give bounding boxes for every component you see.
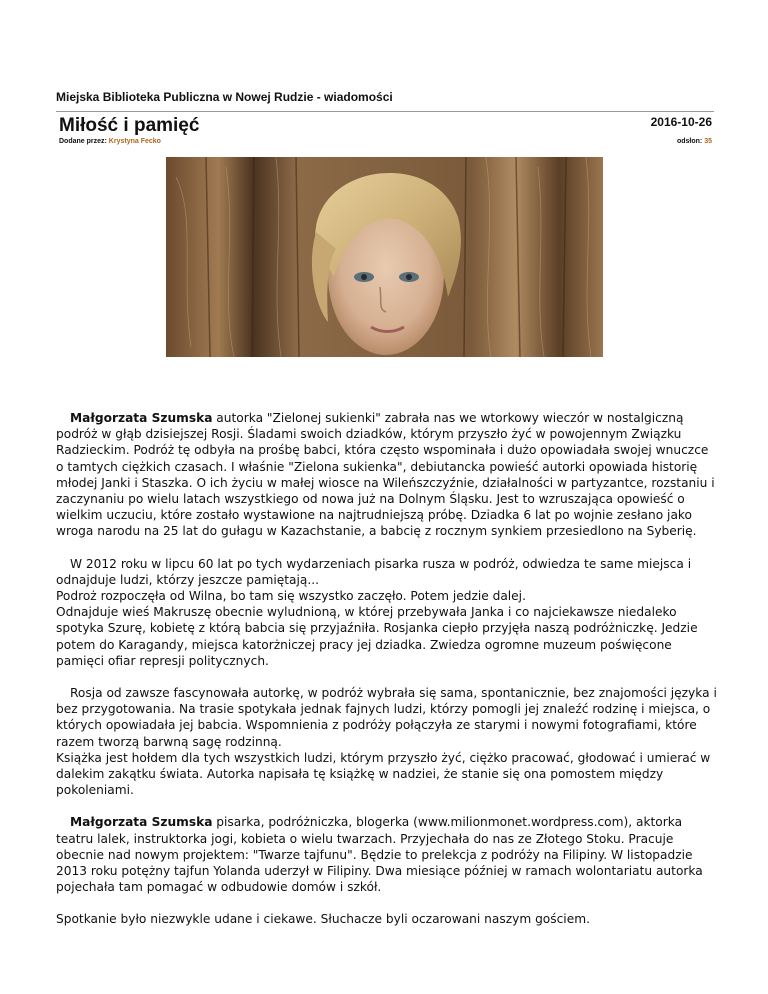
article-body: [56, 410, 718, 944]
author-label: Dodane przez:: [59, 138, 107, 145]
views-label: odsłon:: [676, 138, 703, 145]
paragraph-4-text: pisarka, podróżniczka, blogerka (www.milionmonet.wordpress.com), aktorka teatru lalek, instruktorka jogi, kobieta o wielu twarzach. Przyjechała do nas ze Złotego Stoku. Pracuje obecnie nad nowym projektem: "Twarze tajfunu". Będzie to prelekcja z podróży na Filipiny. W listopadzie 2013 roku potężny tajfun Yolanda uderzył w Filipiny. Dwa miesiące później w ramach wolontariatu autorka pojechała tam pomagać w odbudowie domów i szkół.: [56, 815, 703, 895]
article-date: 2016-10-26: [650, 115, 712, 129]
paragraph-1-text: autorka "Zielonej sukienki" zabrała nas we wtorkowy wieczór w nostalgiczną podróż w głąb dzisiejszej Rosji. Śladami swoich dziadków, którym przyszło żyć w powojennym Związku Radzieckim. Podróż tę odbyła na prośbę babci, która często wspominała i dużo opowiadała swojej wnuczce o tamtych ciężkich czasach. I właśnie "Zielona sukienka", debiutancka powieść autorki opowiada historię młodej Janki i Staszka. O ich życiu w małej wiosce na Wileńszczyźnie, działalności w partyzantce, rozstaniu i zaczynaniu po wielu latach wszystkiego od nowa już na Dolnym Śląsku. Jest to wzruszająca opowieść o wielkim uczuciu, które zostało wystawione na najtrudniejszą próbę. Dziadka 6 lat po wojnie zesłano jako wroga narodu na 25 lat do gułagu w Kazachstanie, a babcię z rocznym synkiem przesiedlono na Syberię.: [56, 411, 715, 539]
article-title: Miłość i pamięć: [59, 115, 200, 136]
article-photo: [166, 157, 603, 357]
author-name-link[interactable]: Krystyna Fecko: [108, 138, 161, 145]
author-name-bold-2: Małgorzata Szumska: [70, 815, 213, 830]
author-name-bold: Małgorzata Szumska: [70, 411, 213, 425]
paragraph-3-line-2: Książka jest hołdem dla tych wszystkich ludzi, którym przyszło żyć, ciężko pracować, głodować i umierać w dalekim zakątku świata. Autorka napisała tę książkę w nadziei, że stanie się ona pomostem między pokoleniami.: [56, 750, 711, 798]
site-title: Miejska Biblioteka Publiczna w Nowej Rudzie - wiadomości: [56, 90, 393, 104]
paragraph-2: [56, 556, 718, 669]
paragraph-2-line-3: Odnajduje wieś Makruszę obecnie wyludnioną, w której przebywała Janka i co najciekawsze niedaleko spotyka Szurę, kobietę z którą babcia się przyjaźniła. Rosjanka ciepło przyjęła naszą podróżniczkę. Jedzie potem do Karagandy, miejsca katorżniczej pracy jej dziadka. Zwiedza ogromne muzeum poświęcone pamięci ofiar represji politycznych.: [56, 605, 698, 668]
paragraph-3-line-1: Rosja od zawsze fascynowała autorkę, w podróż wybrała się sama, spontanicznie, bez znajomości języka i bez przygotowania. Na trasie spotykała jednak fajnych ludzi, którzy pomogli jej znaleźć rodzinę i miejsca, o których opowiadała jej babcia. Wspomnienia z podróży połączyła ze starymi i nowymi fotografiami, które razem tworzą barwną sagę rodzinną.: [56, 686, 717, 749]
header-divider: [56, 111, 714, 112]
views-count: 35: [704, 138, 712, 145]
paragraph-1: [56, 410, 718, 540]
paragraph-4: [56, 814, 718, 895]
paragraph-2-line-1: W 2012 roku w lipcu 60 lat po tych wydarzeniach pisarka rusza w podróż, odwiedza te same miejsca i odnajduje ludzi, którzy jeszcze pamiętają...: [56, 556, 692, 587]
paragraph-2-line-2: Podroż rozpoczęła od Wilna, bo tam się wszystko zaczęło. Potem jedzie dalej.: [56, 589, 526, 604]
paragraph-5: Spotkanie było niezwykle udane i ciekawe. Słuchacze byli oczarowani naszym gościem.: [56, 912, 590, 927]
author-line: [59, 138, 161, 145]
paragraph-3: [56, 685, 718, 798]
views-counter: [677, 138, 712, 145]
